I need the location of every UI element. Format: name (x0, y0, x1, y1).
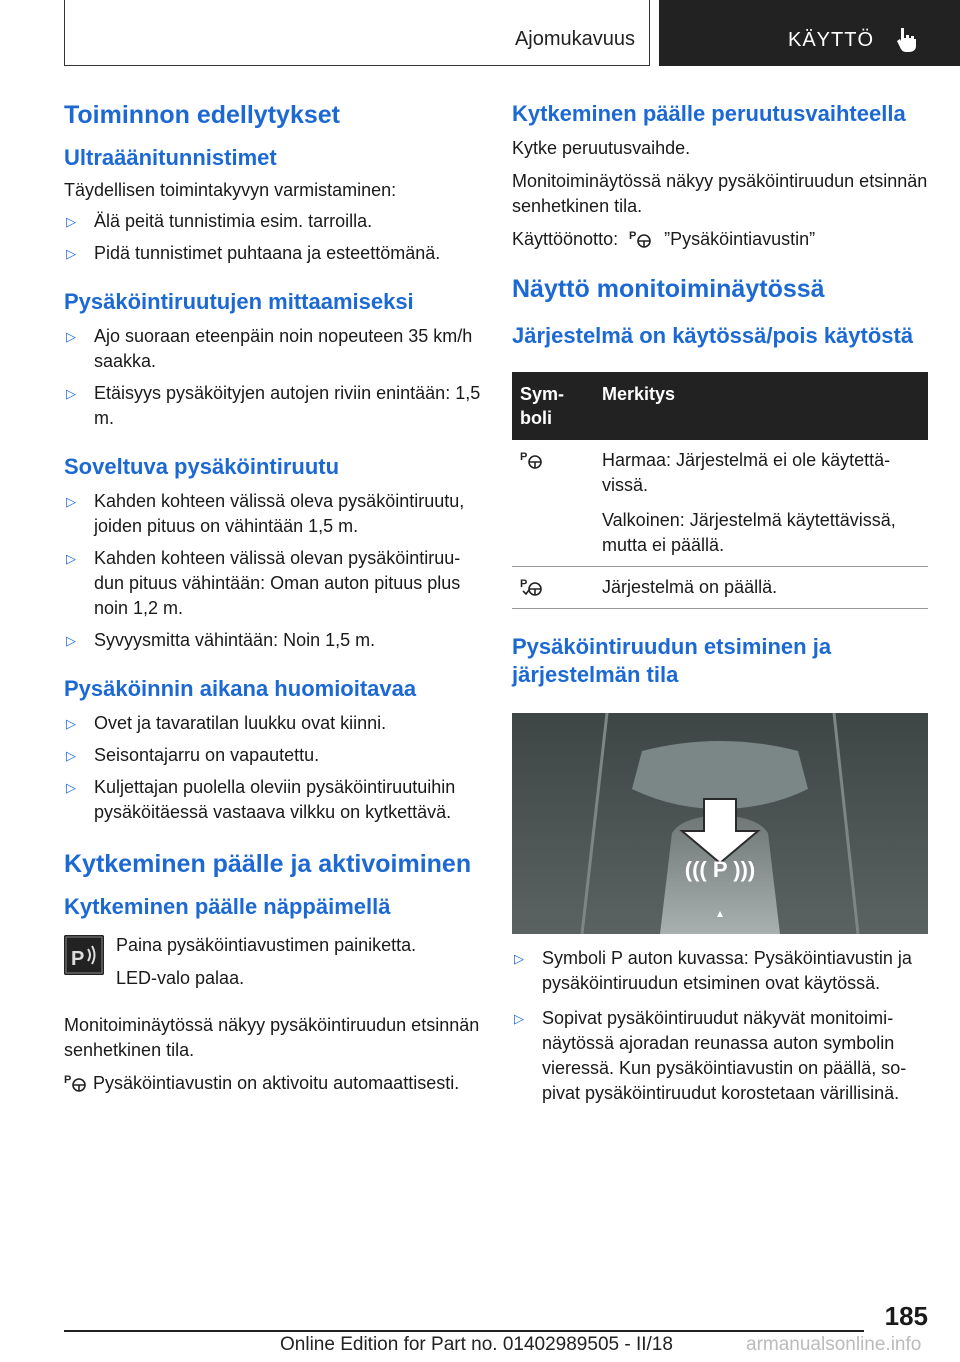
heading-switch-on: Kytkeminen päälle ja aktivoiminen (64, 850, 472, 878)
header-chapter-tab (659, 0, 960, 66)
list-item: ▷ Ajo suoraan eteenpäin noin nopeuteen 35 km/h saakka. (64, 324, 484, 374)
list-item: ▷ Älä peitä tunnistimia esim. tarroilla. (64, 209, 484, 234)
meaning-grey: Harmaa: Järjestelmä ei ole käytettävissä. (602, 450, 891, 495)
header-section-title: Ajomukavuus (514, 28, 635, 50)
list-item: ▷ Pidä tunnistimet puhtaana ja esteettömänä. (64, 241, 484, 266)
table-row (512, 567, 928, 609)
table-header-meaning: Merkitys (594, 372, 928, 440)
svg-text:P: P (71, 948, 85, 970)
button-text-led: LED-valo palaa. (116, 968, 245, 988)
header-chapter-title: KÄYTTÖ (787, 29, 874, 51)
reverse-monitor-text: Monitoiminäytössä näkyy pysäköintiruudun etsinnän senhetkinen tila. (512, 171, 928, 216)
heading-active: Järjestelmä on käytössä/pois käytöstä (512, 323, 914, 348)
heading-search: Pysäköintiruudun etsiminen ja järjestelmän tila (512, 634, 832, 687)
right-column (512, 100, 928, 1106)
button-instruction (64, 933, 484, 991)
list-item: ▷ Kahden kohteen välissä olevan pysäköintiruudun pituus vähintään: Oman auton pituus plus noin 1,2 m. (64, 546, 484, 621)
measure-list (64, 324, 484, 431)
list-item: ▷ Seisontajarru on vapautettu. (64, 743, 484, 768)
auto-activation-label: Pysäköintiavustin on aktivoitu automaattisesti. (93, 1073, 460, 1093)
park-assist-button-icon (64, 935, 104, 975)
table-cell-meaning (594, 440, 928, 567)
suitable-list (64, 489, 484, 653)
park-assist-symbol-icon (520, 448, 544, 470)
footer-divider (64, 1330, 864, 1332)
table-header-symbol: Symboli (512, 372, 594, 440)
list-item: ▷ Kahden kohteen välissä oleva pysäköintiruutu, joiden pituus on vähintään 1,5 m. (64, 489, 484, 539)
reverse-text: Kytke peruutusvaihde. (512, 138, 691, 158)
list-item: ▷ Syvyysmitta vähintään: Noin 1,5 m. (64, 628, 484, 653)
list-item: ▷ Ovet ja tavaratilan luukku ovat kiinni. (64, 711, 484, 736)
footer-watermark: armanualsonline.info (746, 1334, 922, 1355)
svg-text:((( P ))): ((( P ))) (684, 857, 756, 882)
list-item: ▷ Sopivat pysäköintiruudut näkyvät monitoiminäytössä ajoradan reunassa auton symbolin vieressä. Kun pysäköintiavustin on päällä, sopivat pysäköintiruudut korostetaan värillisinä. (512, 1006, 928, 1106)
park-assist-symbol-icon (64, 1071, 88, 1093)
heading-sensors: Ultraäänitunnistimet (64, 145, 277, 170)
park-assist-active-symbol-icon (520, 575, 544, 597)
sensors-intro: Täydellisen toimintakyvyn varmistaminen: (64, 180, 397, 200)
svg-text:P: P (520, 451, 528, 463)
table-cell-symbol (512, 440, 594, 567)
monitor-status-text: Monitoiminäytössä näkyy pysäköintiruudun etsinnän senhetkinen tila. (64, 1015, 480, 1060)
meaning-white: Valkoinen: Järjestelmä käytettävissä, mutta ei päällä. (602, 510, 896, 555)
heading-reverse: Kytkeminen päälle peruutusvaihteella (512, 101, 906, 126)
pointing-hand-icon (892, 24, 922, 54)
sensors-list (64, 209, 484, 266)
table-cell-symbol (512, 567, 594, 609)
auto-activation-text (64, 1071, 484, 1096)
heading-during: Pysäköinnin aikana huomioitavaa (64, 676, 417, 701)
footer-edition: Online Edition for Part no. 01402989505 - II/18 (280, 1334, 673, 1355)
left-column (64, 100, 484, 1096)
park-assist-symbol-icon (629, 227, 653, 249)
table-cell-meaning: Järjestelmä on päällä. (594, 567, 928, 609)
during-list (64, 711, 484, 825)
symbol-table (512, 372, 928, 609)
use-instruction (512, 227, 928, 252)
parking-search-illustration (512, 713, 928, 934)
list-item: ▷ Symboli P auton kuvassa: Pysäköintiavustin ja pysäköintiruudun etsiminen ovat käytössä. (512, 946, 928, 996)
heading-measure: Pysäköintiruutujen mittaamiseksi (64, 289, 414, 314)
heading-requirements: Toiminnon edellytykset (64, 101, 340, 129)
page-number: 185 (884, 1301, 928, 1331)
heading-suitable: Soveltuva pysäköintiruutu (64, 454, 340, 479)
table-row (512, 440, 928, 567)
use-label: Käyttöönotto: (512, 229, 619, 249)
svg-text:P: P (64, 1074, 72, 1086)
svg-text:P: P (520, 578, 528, 590)
list-item: ▷ Kuljettajan puolella oleviin pysäköintiruutuihin pysäköitäessä vastaava vilkku on kytkettävä. (64, 775, 484, 825)
list-item: ▷ Etäisyys pysäköityjen autojen riviin enintään: 1,5 m. (64, 381, 484, 431)
heading-display: Näyttö monitoiminäytössä (512, 275, 825, 303)
svg-text:P: P (629, 230, 637, 242)
search-list (512, 946, 928, 1106)
button-text-press: Paina pysäköintiavustimen painiketta. (116, 935, 417, 955)
use-value: ”Pysäköintiavustin” (664, 229, 816, 249)
heading-button: Kytkeminen päälle näppäimellä (64, 894, 391, 919)
header-section-box (64, 0, 650, 66)
